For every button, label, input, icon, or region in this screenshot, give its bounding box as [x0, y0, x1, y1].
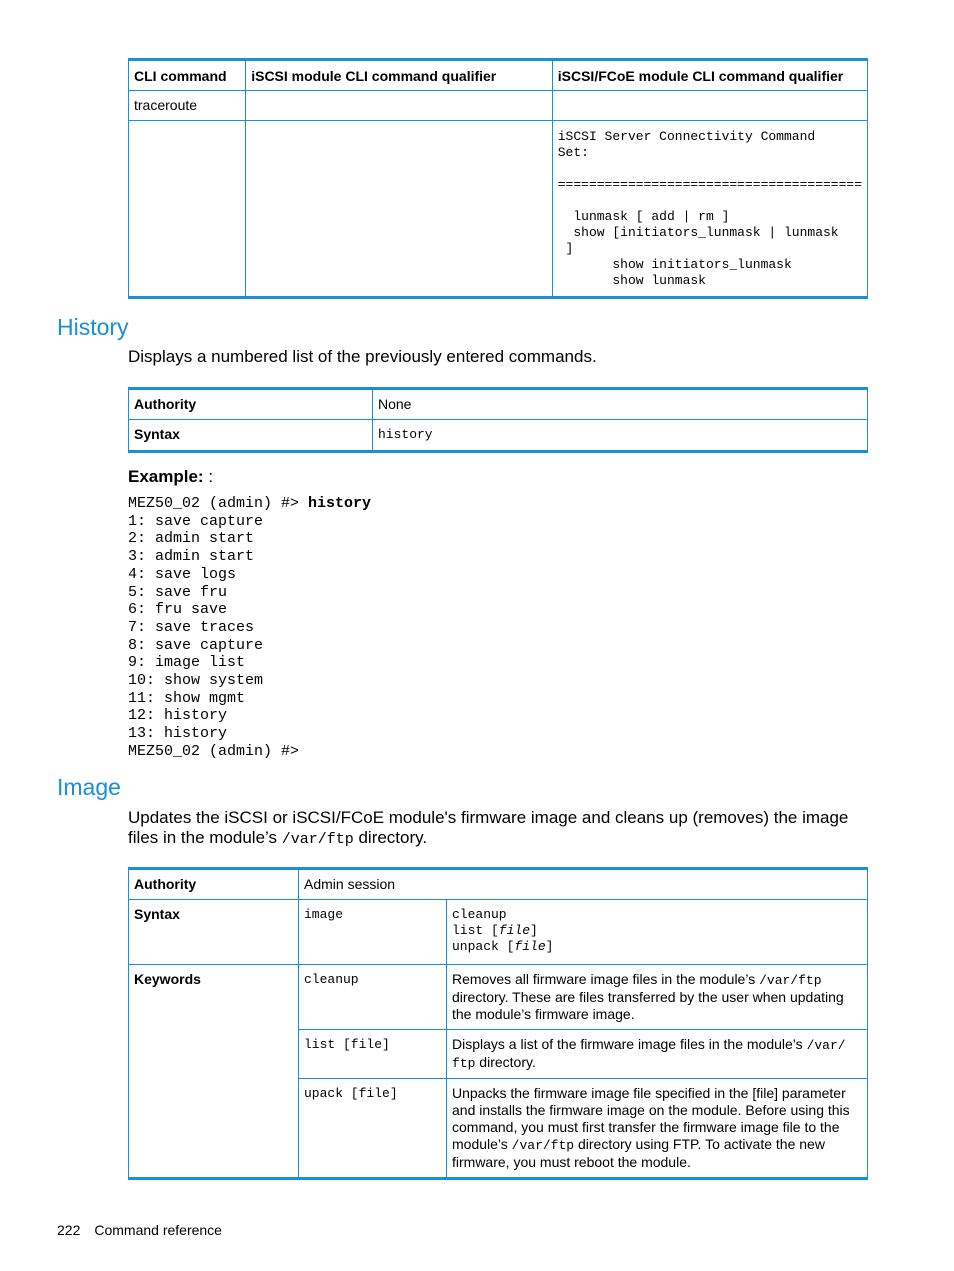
example-prompt: MEZ50_02 (admin) #>	[128, 495, 309, 512]
keyword-list-description: Displays a list of the firmware image files in the module’s /var/ ftp directory.	[447, 1030, 868, 1079]
syntax-label: Syntax	[129, 900, 299, 965]
keywords-label: Keywords	[129, 965, 299, 1179]
syntax-value: history	[373, 420, 868, 452]
syntax-label: Syntax	[129, 420, 373, 452]
history-description: Displays a numbered list of the previously entered commands.	[128, 347, 597, 366]
cell-empty	[552, 91, 867, 121]
authority-label: Authority	[129, 389, 373, 420]
page-number: 222	[57, 1222, 81, 1238]
keyword-list: list [file]	[299, 1030, 447, 1079]
history-table	[128, 387, 868, 453]
authority-value: Admin session	[299, 869, 868, 900]
keyword-cleanup: cleanup	[299, 965, 447, 1030]
header-iscsi-qualifier: iSCSI module CLI command qualifier	[246, 60, 553, 91]
authority-value: None	[373, 389, 868, 420]
footer-section: Command reference	[94, 1222, 222, 1238]
cell-traceroute: traceroute	[129, 91, 246, 121]
image-description: Updates the iSCSI or iSCSI/FCoE module's firmware image and cleans up (removes) the image files in the module’s /var/ftp directory.	[128, 808, 849, 848]
syntax-command: image	[299, 900, 447, 965]
example-command: history	[308, 495, 372, 512]
keyword-upack-description: Unpacks the firmware image file specified in the [file] parameter and installs the firmware image on the module. Before using this command, you must first transfer the firmware image file to the module’s /var/ftp directory using FTP. To activate the new firmware, you must reboot the module.	[447, 1079, 868, 1179]
keyword-upack: upack [file]	[299, 1079, 447, 1179]
cell-connectivity-command-set: iSCSI Server Connectivity Command Set: ======================================= lunmask [ add | rm ] show [initiators_lunmask | lunmask ] show initiators_lunmask show lunmask	[552, 121, 867, 298]
history-example-code	[128, 495, 371, 761]
cell-empty	[129, 121, 246, 298]
cell-empty	[246, 121, 553, 298]
cli-command-table	[128, 58, 868, 299]
authority-label: Authority	[129, 869, 299, 900]
header-fcoe-qualifier: iSCSI/FCoE module CLI command qualifier	[552, 60, 867, 91]
image-table	[128, 867, 868, 1180]
history-heading: History	[57, 314, 129, 340]
var-ftp-path: /var/ftp	[281, 831, 354, 848]
header-cli-command: CLI command	[129, 60, 246, 91]
keyword-cleanup-description: Removes all firmware image files in the module’s /var/ftp directory. These are files transferred by the user when updating the module’s firmware image.	[447, 965, 868, 1030]
example-output: 1: save capture 2: admin start 3: admin start 4: save logs 5: save fru 6: fru save 7: save traces 8: save capture 9: image list 10: show system 11: show mgmt 12: history 13: history MEZ50_02 (admin) #>	[128, 512, 300, 760]
example-label: Example: :	[128, 467, 214, 486]
syntax-options: cleanup list [file] unpack [file]	[447, 900, 868, 965]
image-heading: Image	[57, 774, 121, 800]
cell-empty	[246, 91, 553, 121]
page-footer	[57, 1222, 236, 1238]
